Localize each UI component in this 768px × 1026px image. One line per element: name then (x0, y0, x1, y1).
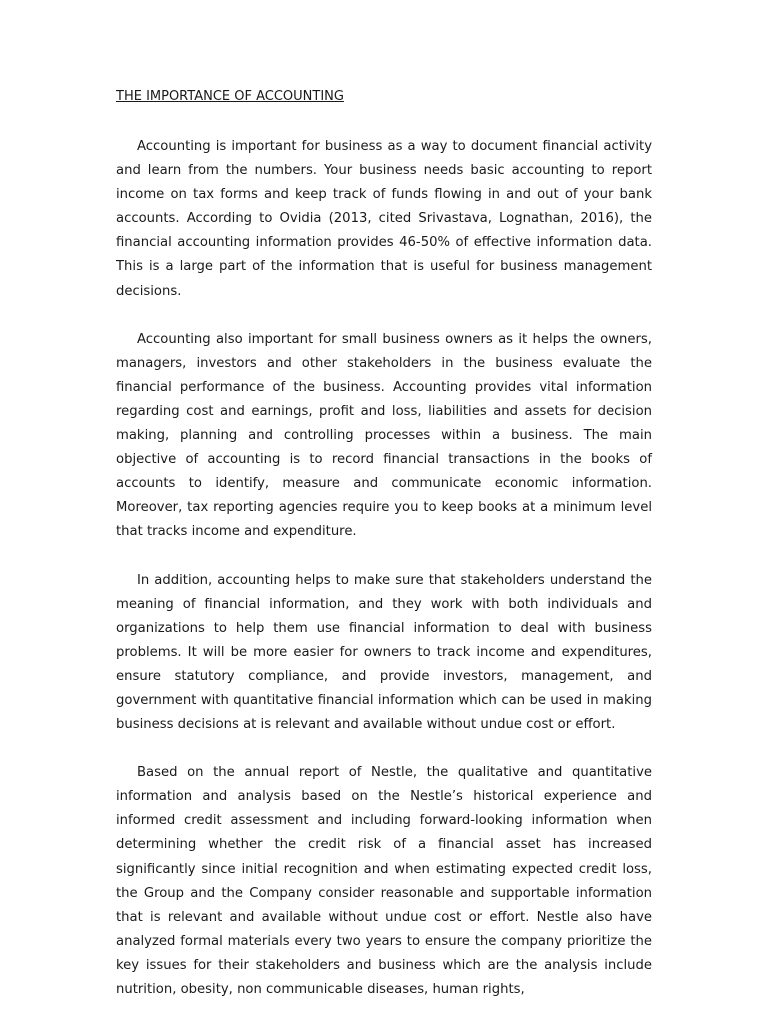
paragraph-3: In addition, accounting helps to make sure that stakeholders understand the meaning of financial information, and they work with both individuals and organizations to help them use financial information to deal with business problems. It will be more easier for owners to track income and expenditures, ensure statutory compliance, and provide investors, management, and government with quantitative financial information which can be used in making business decisions at is relevant and available without undue cost or effort. (116, 572, 652, 733)
document-body (116, 135, 652, 1026)
paragraph-1: Accounting is important for business as a way to document financial activity and learn from the numbers. Your business needs basic accounting to report income on tax forms and keep track of funds flowing in and out of your bank accounts. According to Ovidia (2013, cited Srivastava, Lognathan, 2016), the financial accounting information provides 46-50% of effective information data. This is a large part of the information that is useful for business management decisions. (116, 139, 652, 299)
paragraph-2: Accounting also important for small business owners as it helps the owners, managers, investors and other stakeholders in the business evaluate the financial performance of the business. Accounting provides vital information regarding cost and earnings, profit and loss, liabilities and assets for decision making, planning and controlling processes within a business. The main objective of accounting is to record financial transactions in the books of accounts to identify, measure and communicate economic information. Moreover, tax reporting agencies require you to keep books at a minimum level that tracks income and expenditure. (116, 331, 652, 540)
paragraph-4: Based on the annual report of Nestle, the qualitative and quantitative information and analysis based on the Nestle’s historical experience and informed credit assessment and including forward-looking information when determining whether the credit risk of a financial asset has increased significantly since initial recognition and when estimating expected credit loss, the Group and the Company consider reasonable and supportable information that is relevant and available without undue cost or effort. Nestle also have analyzed formal materials every two years to ensure the company prioritize the key issues for their stakeholders and business which are the analysis include nutrition, obesity, non communicable diseases, human rights, (116, 765, 652, 997)
document-title: THE IMPORTANCE OF ACCOUNTING (116, 89, 344, 104)
